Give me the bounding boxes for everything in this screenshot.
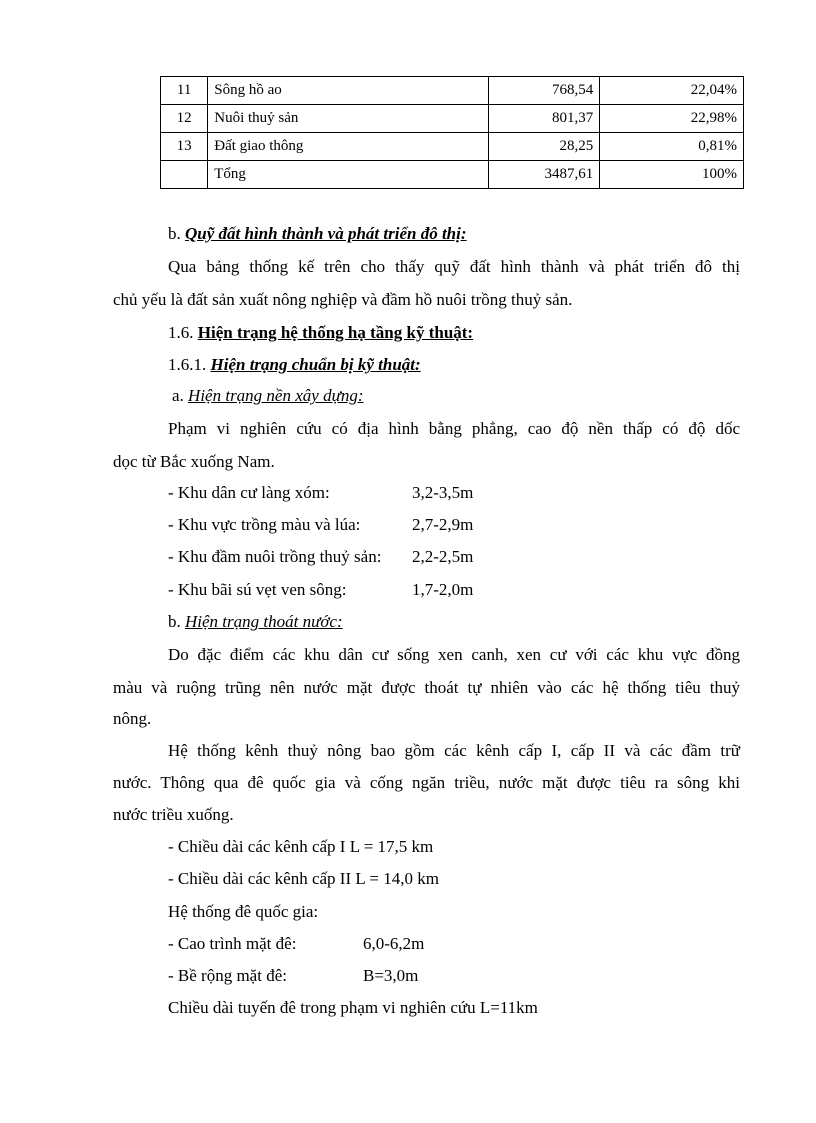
- paragraph-line: Hệ thống kênh thuỷ nông bao gồm các kênh cấp I, cấp II và các đầm trữ: [168, 741, 740, 760]
- item-label: - Khu dân cư làng xóm:: [168, 483, 330, 502]
- paragraph-line: Qua bảng thống kế trên cho thấy quỹ đất hình thành và phát triển đô thị: [168, 257, 740, 276]
- paragraph-line: dọc từ Bắc xuống Nam.: [113, 452, 275, 471]
- row-number-cell: 11: [161, 77, 208, 105]
- land-type-cell: Tổng: [208, 161, 488, 189]
- item-label: - Cao trình mặt đê:: [168, 934, 297, 953]
- section-title: Hiện trạng hệ thống hạ tầng kỹ thuật:: [197, 323, 474, 342]
- land-use-table: [160, 76, 744, 189]
- row-number-cell: 13: [161, 133, 208, 161]
- item-label: - Khu vực trồng màu và lúa:: [168, 515, 361, 534]
- item-value: 2,2-2,5m: [412, 547, 474, 566]
- section-marker: b.: [168, 224, 181, 243]
- section-number: 1.6.1.: [168, 355, 207, 374]
- elevation-item: [168, 579, 568, 601]
- subsection-title: Hiện trạng thoát nước:: [185, 612, 343, 631]
- table-row: [161, 105, 744, 133]
- subsection-marker: a.: [172, 386, 184, 405]
- section-1-6-1-heading: [168, 354, 421, 376]
- elevation-item: [168, 546, 568, 568]
- subsection-marker: b.: [168, 612, 181, 631]
- row-number-cell: 12: [161, 105, 208, 133]
- canal-length-item: - Chiều dài các kênh cấp I L = 17,5 km: [168, 837, 434, 856]
- land-type-cell: Đất giao thông: [208, 133, 488, 161]
- canal-length-item: - Chiều dài các kênh cấp II L = 14,0 km: [168, 869, 439, 888]
- item-label: - Khu bãi sú vẹt ven sông:: [168, 580, 347, 599]
- percent-cell: 22,98%: [600, 105, 744, 133]
- paragraph-line: chủ yếu là đất sản xuất nông nghiệp và đầm hồ nuôi trồng thuỷ sản.: [113, 290, 573, 309]
- item-value: 6,0-6,2m: [363, 934, 425, 953]
- table-row: [161, 161, 744, 189]
- paragraph-line: nông.: [113, 709, 152, 728]
- land-type-cell: Nuôi thuỷ sản: [208, 105, 488, 133]
- table-row: [161, 133, 744, 161]
- item-label: - Bề rộng mặt đê:: [168, 966, 287, 985]
- section-heading: Quỹ đất hình thành và phát triển đô thị:: [185, 224, 467, 243]
- section-b-land-fund: [168, 223, 467, 245]
- item-value: 3,2-3,5m: [412, 483, 474, 502]
- elevation-item: [168, 482, 568, 504]
- percent-cell: 100%: [600, 161, 744, 189]
- dike-item: [168, 933, 528, 955]
- section-title: Hiện trạng chuẩn bị kỹ thuật:: [210, 355, 421, 374]
- row-number-cell: [161, 161, 208, 189]
- dike-heading: Hệ thống đê quốc gia:: [168, 902, 319, 921]
- item-value: 2,7-2,9m: [412, 515, 474, 534]
- item-label: - Khu đầm nuôi trồng thuỷ sản:: [168, 547, 382, 566]
- dike-length: Chiều dài tuyến đê trong phạm vi nghiên cứu L=11km: [168, 998, 538, 1017]
- section-number: 1.6.: [168, 323, 194, 342]
- area-cell: 801,37: [488, 105, 600, 133]
- subsection-b-heading: [168, 611, 343, 633]
- item-value: 1,7-2,0m: [412, 580, 474, 599]
- paragraph-line: nước triều xuống.: [113, 805, 234, 824]
- paragraph-line: màu và ruộng trũng nên nước mặt được thoát tự nhiên vào các hệ thống tiêu thuỷ: [113, 678, 740, 697]
- subsection-a-heading: [172, 385, 364, 407]
- elevation-item: [168, 514, 568, 536]
- paragraph-line: Phạm vi nghiên cứu có địa hình bằng phẳng, cao độ nền thấp có độ dốc: [168, 419, 740, 438]
- table-row: [161, 77, 744, 105]
- area-cell: 28,25: [488, 133, 600, 161]
- percent-cell: 0,81%: [600, 133, 744, 161]
- section-1-6-heading: [168, 322, 473, 344]
- item-value: B=3,0m: [363, 966, 419, 985]
- paragraph-line: nước. Thông qua đê quốc gia và cống ngăn triều, nước mặt được tiêu ra sông khi: [113, 773, 740, 792]
- subsection-title: Hiện trạng nền xây dựng:: [188, 386, 364, 405]
- percent-cell: 22,04%: [600, 77, 744, 105]
- paragraph-line: Do đặc điểm các khu dân cư sống xen canh, xen cư với các khu vực đồng: [168, 645, 740, 664]
- area-cell: 3487,61: [488, 161, 600, 189]
- dike-item: [168, 965, 528, 987]
- land-type-cell: Sông hồ ao: [208, 77, 488, 105]
- area-cell: 768,54: [488, 77, 600, 105]
